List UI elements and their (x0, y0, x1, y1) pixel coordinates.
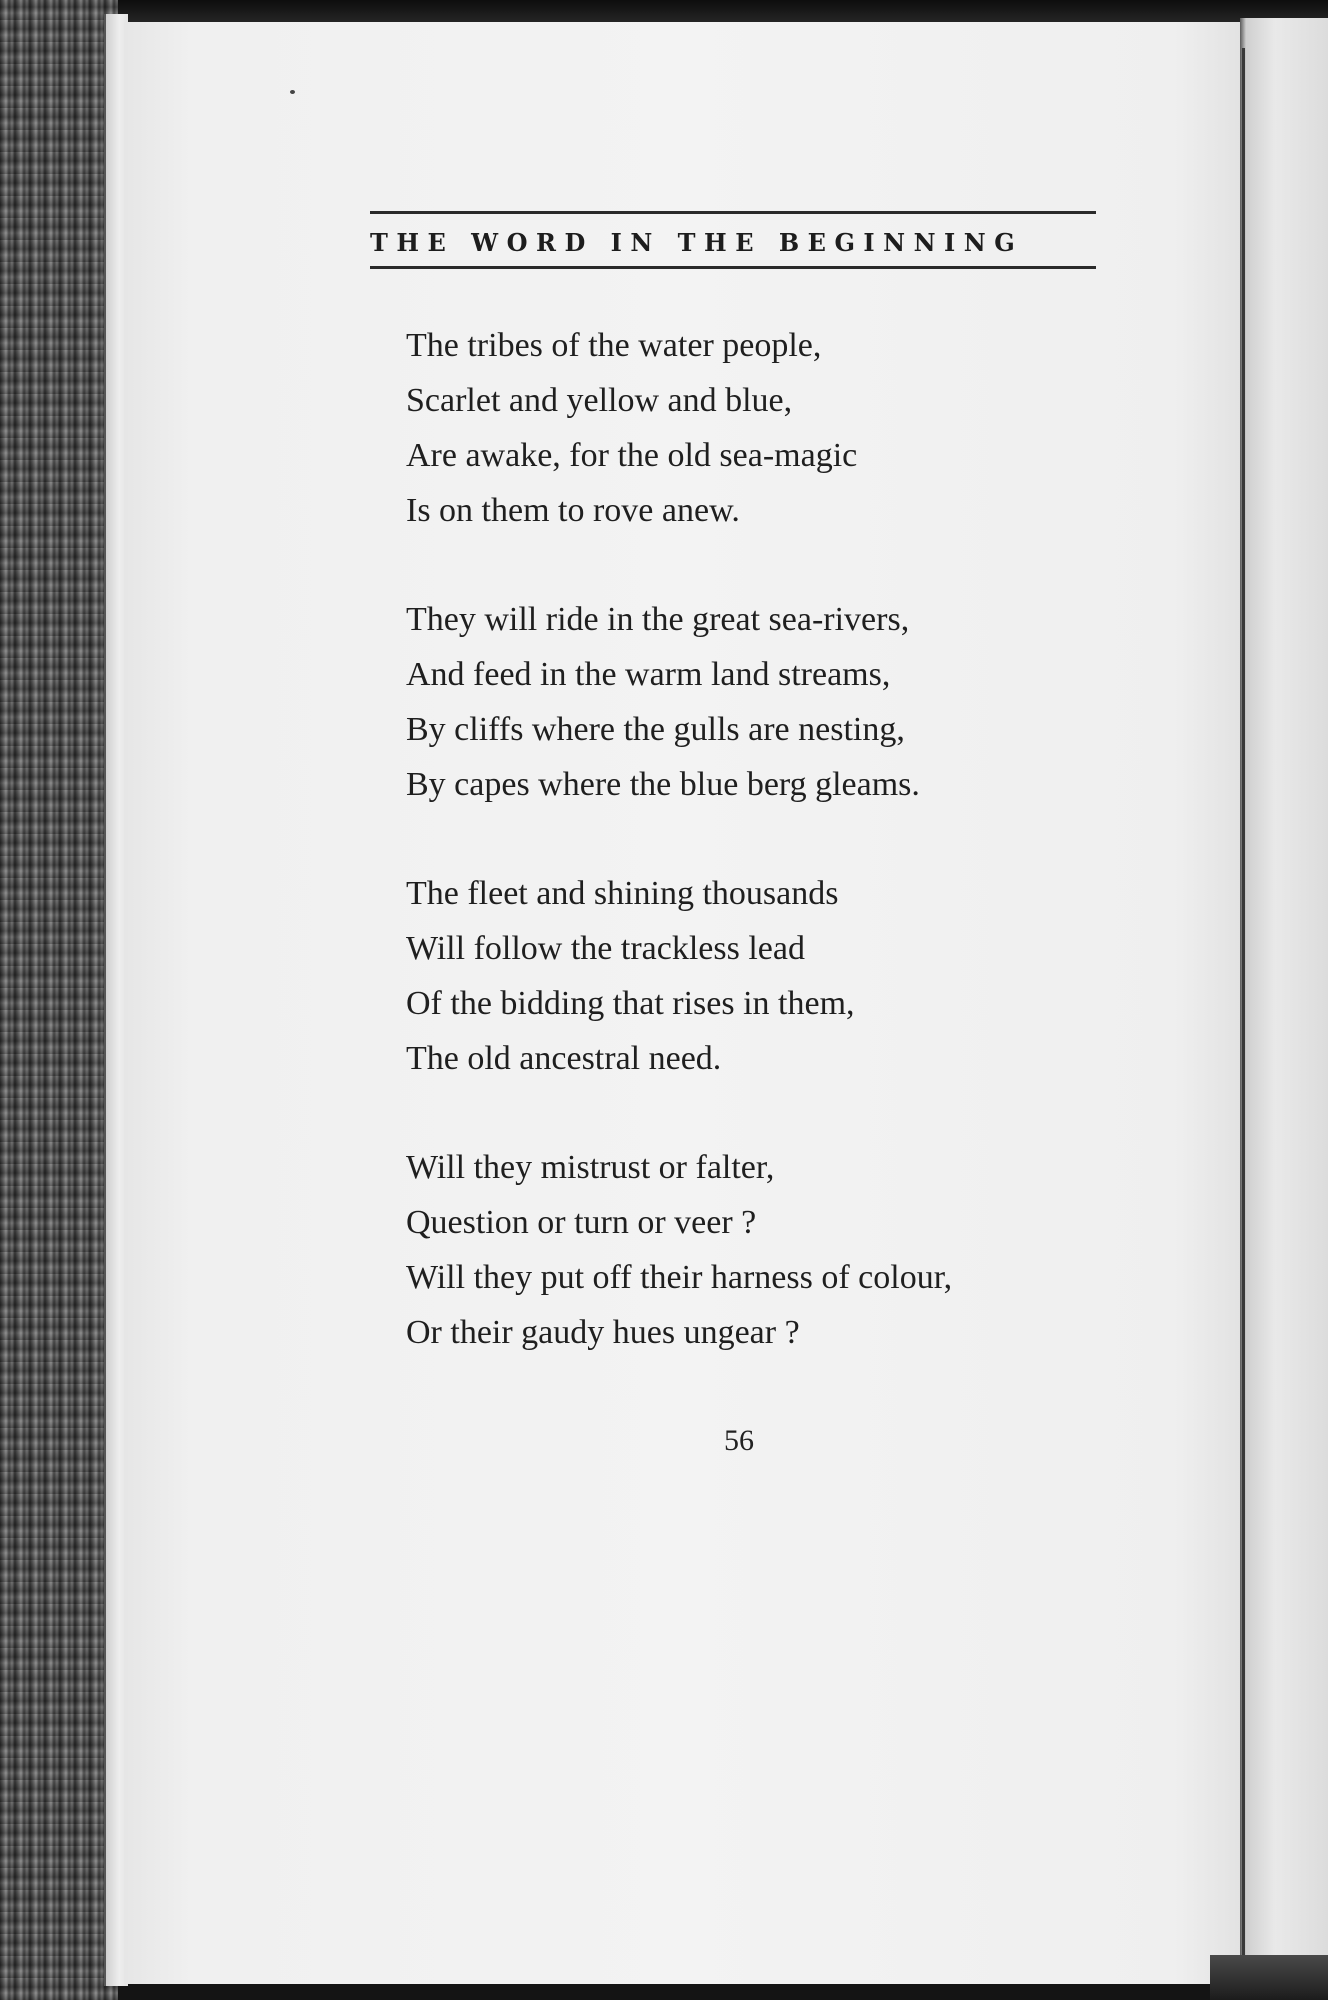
page-number: 56 (724, 1424, 754, 1457)
poem-line: Scarlet and yellow and blue, (406, 382, 793, 419)
poem-line: The fleet and shining thousands (406, 875, 839, 912)
poem-line: Or their gaudy hues ungear ? (406, 1314, 800, 1351)
running-head-title: THE WORD IN THE BEGINNING (370, 228, 1024, 257)
poem-line: The tribes of the water people, (406, 327, 822, 364)
stanza (406, 866, 1126, 1086)
poem-line: And feed in the warm land streams, (406, 656, 891, 693)
running-head (370, 211, 1096, 269)
stanza (406, 318, 1126, 538)
poem-line: Will follow the trackless lead (406, 930, 805, 967)
poem-line: Are awake, for the old sea-magic (406, 437, 858, 474)
poem-body (406, 318, 1126, 1414)
poem-line: Will they mistrust or falter, (406, 1149, 775, 1186)
stanza (406, 592, 1126, 812)
facing-page-edge (1240, 18, 1328, 2000)
ink-speck (290, 90, 295, 94)
poem-line: Of the bidding that rises in them, (406, 985, 855, 1022)
book-spine (0, 0, 118, 2000)
poem-line: By cliffs where the gulls are nesting, (406, 711, 905, 748)
poem-line: By capes where the blue berg gleams. (406, 766, 920, 803)
poem-line: Question or turn or veer ? (406, 1204, 757, 1241)
poem-line: They will ride in the great sea-rivers, (406, 601, 910, 638)
poem-line: The old ancestral need. (406, 1040, 722, 1077)
poem-line: Will they put off their harness of colour, (406, 1259, 953, 1296)
bottom-rule (370, 266, 1096, 269)
stanza (406, 1140, 1126, 1360)
corner-shadow (1210, 1955, 1328, 2000)
top-rule (370, 211, 1096, 214)
poem-line: Is on them to rove anew. (406, 492, 740, 529)
